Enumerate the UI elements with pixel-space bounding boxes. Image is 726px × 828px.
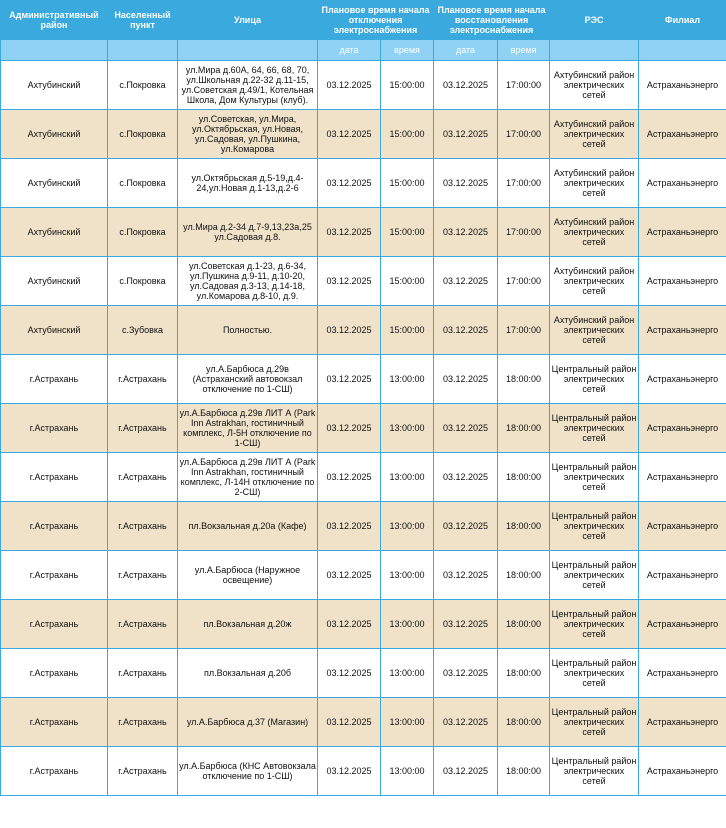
cell-on-date: 03.12.2025 [434, 110, 498, 159]
cell-street: ул.А.Барбюса д.29в (Астраханский автовокзал отключение по 1-СШ) [178, 355, 318, 404]
cell-on-date: 03.12.2025 [434, 306, 498, 355]
cell-settlement: г.Астрахань [108, 453, 178, 502]
header-on-time: Плановое время начала восстановления электроснабжения [434, 1, 550, 40]
cell-branch: Астраханьэнерго [639, 110, 726, 159]
cell-settlement: с.Покровка [108, 257, 178, 306]
cell-settlement: г.Астрахань [108, 747, 178, 796]
cell-district: г.Астрахань [1, 404, 108, 453]
cell-on-time: 17:00:00 [498, 257, 550, 306]
subheader-empty [639, 40, 726, 61]
cell-off-date: 03.12.2025 [318, 502, 381, 551]
cell-off-date: 03.12.2025 [318, 551, 381, 600]
cell-settlement: г.Астрахань [108, 404, 178, 453]
cell-on-time: 17:00:00 [498, 159, 550, 208]
cell-off-time: 15:00:00 [381, 159, 434, 208]
header-row [1, 1, 726, 40]
header-district: Административный район [1, 1, 108, 40]
subheader-off-time: время [381, 40, 434, 61]
cell-off-time: 15:00:00 [381, 61, 434, 110]
cell-on-time: 18:00:00 [498, 404, 550, 453]
cell-res: Центральный район электрических сетей [550, 698, 639, 747]
cell-district: Ахтубинский [1, 306, 108, 355]
table-row [1, 61, 726, 110]
cell-district: г.Астрахань [1, 453, 108, 502]
cell-off-time: 15:00:00 [381, 110, 434, 159]
cell-branch: Астраханьэнерго [639, 698, 726, 747]
cell-branch: Астраханьэнерго [639, 159, 726, 208]
cell-district: Ахтубинский [1, 257, 108, 306]
table-row [1, 404, 726, 453]
cell-off-time: 15:00:00 [381, 208, 434, 257]
cell-on-date: 03.12.2025 [434, 600, 498, 649]
subheader-empty [108, 40, 178, 61]
cell-on-date: 03.12.2025 [434, 698, 498, 747]
table-row [1, 747, 726, 796]
cell-res: Центральный район электрических сетей [550, 747, 639, 796]
cell-off-time: 15:00:00 [381, 257, 434, 306]
cell-on-date: 03.12.2025 [434, 404, 498, 453]
cell-district: г.Астрахань [1, 502, 108, 551]
cell-off-time: 13:00:00 [381, 698, 434, 747]
cell-street: ул.Мира д.2-34 д.7-9,13,23а,25 ул.Садовая д.8. [178, 208, 318, 257]
cell-district: г.Астрахань [1, 551, 108, 600]
table-row [1, 453, 726, 502]
cell-branch: Астраханьэнерго [639, 551, 726, 600]
cell-on-time: 18:00:00 [498, 502, 550, 551]
cell-district: г.Астрахань [1, 747, 108, 796]
cell-street: пл.Вокзальная д.20б [178, 649, 318, 698]
cell-off-time: 13:00:00 [381, 747, 434, 796]
table-row [1, 649, 726, 698]
cell-res: Ахтубинский район электрических сетей [550, 110, 639, 159]
cell-street: пл.Вокзальная д.20ж [178, 600, 318, 649]
cell-street: ул.Советская, ул.Мира, ул.Октябрьская, ул.Новая, ул.Садовая, ул.Пушкина, ул.Комарова [178, 110, 318, 159]
cell-on-date: 03.12.2025 [434, 747, 498, 796]
cell-off-date: 03.12.2025 [318, 110, 381, 159]
cell-on-time: 18:00:00 [498, 600, 550, 649]
cell-on-time: 17:00:00 [498, 306, 550, 355]
cell-on-time: 18:00:00 [498, 649, 550, 698]
cell-off-date: 03.12.2025 [318, 404, 381, 453]
subheader-row [1, 40, 726, 61]
cell-settlement: г.Астрахань [108, 502, 178, 551]
cell-street: ул.А.Барбюса д.29в ЛИТ А (Park Inn Astrakhan, гостиничный комплекс, Л-5Н отключение по 1-СШ) [178, 404, 318, 453]
table-row [1, 502, 726, 551]
cell-on-time: 17:00:00 [498, 208, 550, 257]
cell-off-date: 03.12.2025 [318, 600, 381, 649]
cell-street: Полностью. [178, 306, 318, 355]
cell-branch: Астраханьэнерго [639, 208, 726, 257]
cell-res: Ахтубинский район электрических сетей [550, 61, 639, 110]
cell-off-date: 03.12.2025 [318, 208, 381, 257]
subheader-on-time: время [498, 40, 550, 61]
table-row [1, 306, 726, 355]
cell-off-date: 03.12.2025 [318, 453, 381, 502]
cell-settlement: г.Астрахань [108, 649, 178, 698]
cell-branch: Астраханьэнерго [639, 600, 726, 649]
header-street: Улица [178, 1, 318, 40]
cell-street: ул.Октябрьская д.5-19,д.4-24,ул.Новая д.1-13,д.2-6 [178, 159, 318, 208]
cell-on-date: 03.12.2025 [434, 208, 498, 257]
cell-on-time: 17:00:00 [498, 61, 550, 110]
cell-settlement: с.Зубовка [108, 306, 178, 355]
cell-on-time: 18:00:00 [498, 551, 550, 600]
subheader-on-date: дата [434, 40, 498, 61]
cell-res: Центральный район электрических сетей [550, 355, 639, 404]
subheader-off-date: дата [318, 40, 381, 61]
cell-off-time: 13:00:00 [381, 355, 434, 404]
header-branch: Филиал [639, 1, 726, 40]
subheader-empty [1, 40, 108, 61]
cell-street: ул.А.Барбюса д.37 (Магазин) [178, 698, 318, 747]
cell-street: ул.А.Барбюса (КНС Автовокзала отключение по 1-СШ) [178, 747, 318, 796]
table-row [1, 208, 726, 257]
cell-street: ул.А.Барбюса (Наружное освещение) [178, 551, 318, 600]
cell-street: пл.Вокзальная д.20а (Кафе) [178, 502, 318, 551]
cell-res: Ахтубинский район электрических сетей [550, 306, 639, 355]
cell-branch: Астраханьэнерго [639, 502, 726, 551]
cell-res: Центральный район электрических сетей [550, 600, 639, 649]
header-res: РЭС [550, 1, 639, 40]
cell-off-date: 03.12.2025 [318, 306, 381, 355]
cell-settlement: г.Астрахань [108, 551, 178, 600]
cell-settlement: с.Покровка [108, 208, 178, 257]
cell-res: Центральный район электрических сетей [550, 551, 639, 600]
cell-district: г.Астрахань [1, 698, 108, 747]
cell-district: Ахтубинский [1, 208, 108, 257]
table-row [1, 600, 726, 649]
cell-off-time: 13:00:00 [381, 502, 434, 551]
table-row [1, 159, 726, 208]
cell-off-time: 13:00:00 [381, 404, 434, 453]
cell-res: Центральный район электрических сетей [550, 404, 639, 453]
cell-off-date: 03.12.2025 [318, 61, 381, 110]
header-off-time: Плановое время начала отключения электроснабжения [318, 1, 434, 40]
cell-off-time: 13:00:00 [381, 649, 434, 698]
cell-off-date: 03.12.2025 [318, 747, 381, 796]
table-row [1, 110, 726, 159]
cell-off-date: 03.12.2025 [318, 159, 381, 208]
cell-on-date: 03.12.2025 [434, 159, 498, 208]
cell-off-date: 03.12.2025 [318, 649, 381, 698]
cell-settlement: г.Астрахань [108, 600, 178, 649]
cell-on-date: 03.12.2025 [434, 355, 498, 404]
cell-off-time: 13:00:00 [381, 600, 434, 649]
cell-settlement: с.Покровка [108, 61, 178, 110]
cell-branch: Астраханьэнерго [639, 61, 726, 110]
cell-off-date: 03.12.2025 [318, 257, 381, 306]
cell-district: Ахтубинский [1, 159, 108, 208]
cell-res: Ахтубинский район электрических сетей [550, 208, 639, 257]
cell-off-date: 03.12.2025 [318, 355, 381, 404]
cell-on-time: 18:00:00 [498, 747, 550, 796]
cell-on-date: 03.12.2025 [434, 502, 498, 551]
cell-street: ул.Мира д.60А, 64, 66, 68, 70, ул.Школьная д.22-32 д.11-15, ул.Советская д.49/1, Котельная Школа, Дом Культуры (клуб). [178, 61, 318, 110]
cell-branch: Астраханьэнерго [639, 649, 726, 698]
cell-branch: Астраханьэнерго [639, 355, 726, 404]
table-row [1, 355, 726, 404]
cell-off-date: 03.12.2025 [318, 698, 381, 747]
cell-res: Ахтубинский район электрических сетей [550, 257, 639, 306]
cell-district: г.Астрахань [1, 355, 108, 404]
cell-on-time: 17:00:00 [498, 110, 550, 159]
cell-street: ул.А.Барбюса д.29в ЛИТ А (Park Inn Astrakhan, гостиничный комплекс, Л-14Н отключение по 2-СШ) [178, 453, 318, 502]
cell-on-date: 03.12.2025 [434, 551, 498, 600]
cell-settlement: г.Астрахань [108, 698, 178, 747]
table-row [1, 551, 726, 600]
cell-branch: Астраханьэнерго [639, 257, 726, 306]
cell-on-date: 03.12.2025 [434, 61, 498, 110]
header-settlement: Населенный пункт [108, 1, 178, 40]
cell-res: Центральный район электрических сетей [550, 453, 639, 502]
cell-district: г.Астрахань [1, 600, 108, 649]
table-body [1, 61, 726, 796]
cell-settlement: с.Покровка [108, 159, 178, 208]
cell-on-date: 03.12.2025 [434, 649, 498, 698]
cell-branch: Астраханьэнерго [639, 747, 726, 796]
cell-street: ул.Советская д.1-23, д.6-34, ул.Пушкина д.9-11, д.10-20, ул.Садовая д.3-13, д.14-18, ул.Комарова д.8-10, д.9. [178, 257, 318, 306]
cell-district: Ахтубинский [1, 110, 108, 159]
cell-settlement: г.Астрахань [108, 355, 178, 404]
cell-on-date: 03.12.2025 [434, 257, 498, 306]
cell-res: Ахтубинский район электрических сетей [550, 159, 639, 208]
cell-branch: Астраханьэнерго [639, 453, 726, 502]
cell-on-time: 18:00:00 [498, 355, 550, 404]
cell-branch: Астраханьэнерго [639, 404, 726, 453]
cell-district: г.Астрахань [1, 649, 108, 698]
cell-res: Центральный район электрических сетей [550, 502, 639, 551]
cell-on-time: 18:00:00 [498, 453, 550, 502]
cell-on-date: 03.12.2025 [434, 453, 498, 502]
cell-settlement: с.Покровка [108, 110, 178, 159]
cell-res: Центральный район электрических сетей [550, 649, 639, 698]
table-row [1, 257, 726, 306]
subheader-empty [550, 40, 639, 61]
table-row [1, 698, 726, 747]
cell-off-time: 13:00:00 [381, 551, 434, 600]
cell-off-time: 13:00:00 [381, 453, 434, 502]
cell-branch: Астраханьэнерго [639, 306, 726, 355]
subheader-empty [178, 40, 318, 61]
cell-on-time: 18:00:00 [498, 698, 550, 747]
cell-off-time: 15:00:00 [381, 306, 434, 355]
cell-district: Ахтубинский [1, 61, 108, 110]
